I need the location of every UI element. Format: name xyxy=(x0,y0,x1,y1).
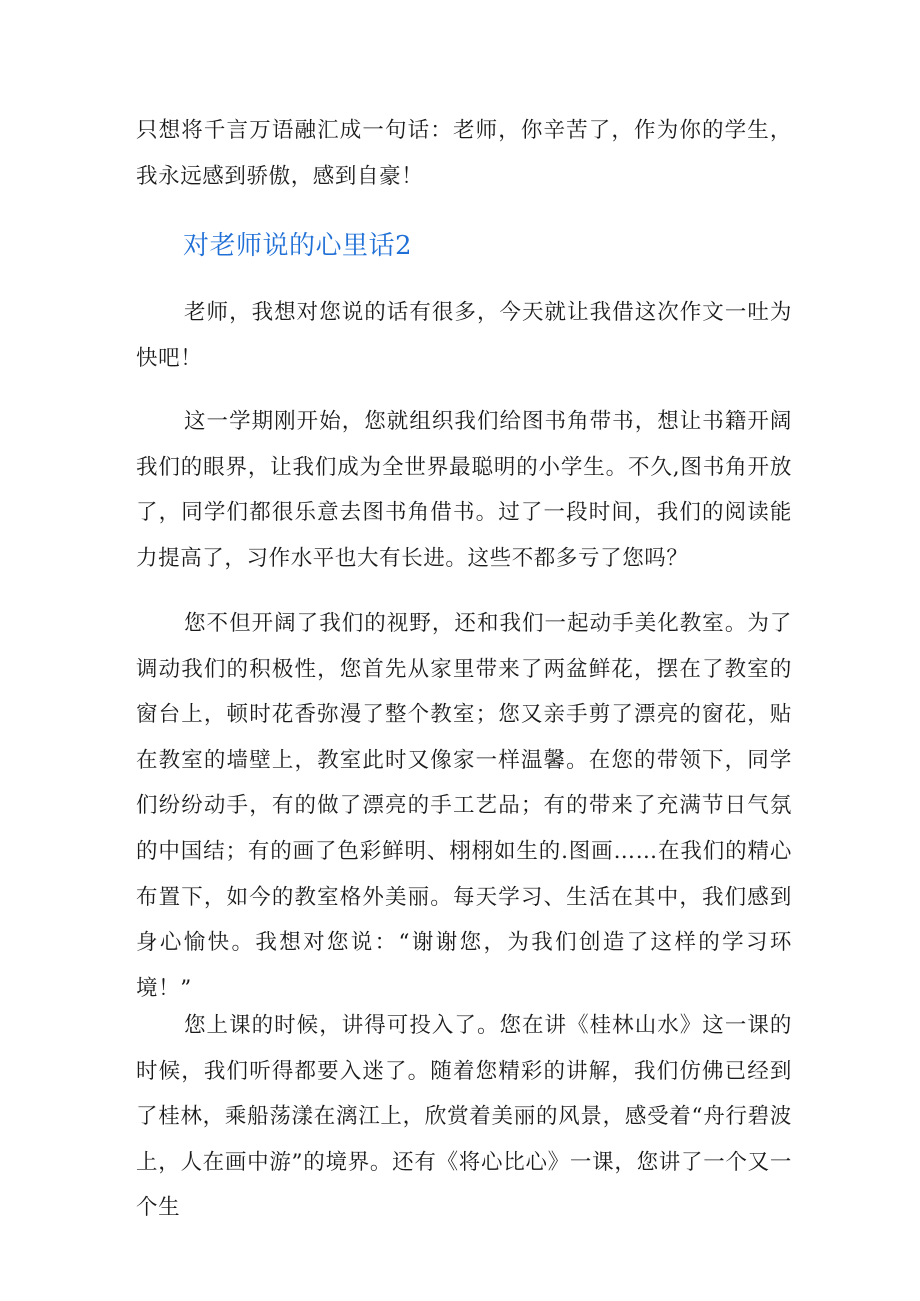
paragraph-3: 您不但开阔了我们的视野，还和我们一起动手美化教室。为了调动我们的积极性，您首先从家里带来了两盆鲜花，摆在了教室的窗台上，顿时花香弥漫了整个教室；您又亲手剪了漂亮的窗花，贴在教室的墙壁上，教室此时又像家一样温馨。在您的带领下，同学们纷纷动手，有的做了漂亮的手工艺品；有的带来了充满节日气氛的中国结；有的画了色彩鲜明、栩栩如生的.图画……在我们的精心布置下，如今的教室格外美丽。每天学习、生活在其中，我们感到身心愉快。我想对您说：“谢谢您，为我们创造了这样的学习环境！” xyxy=(136,611,792,1001)
paragraph-4: 您上课的时候，讲得可投入了。您在讲《桂林山水》这一课的时候，我们听得都要入迷了。随着您精彩的讲解，我们仿佛已经到了桂林，乘船荡漾在漓江上，欣赏着美丽的风景，感受着“舟行碧波上，人在画中游”的境界。还有《将心比心》一课，您讲了一个又一个生 xyxy=(136,1013,792,1221)
paragraph-2: 这一学期刚开始，您就组织我们给图书角带书，想让书籍开阔我们的眼界，让我们成为全世界最聪明的小学生。不久,图书角开放了，同学们都很乐意去图书角借书。过了一段时间，我们的阅读能力提高了，习作水平也大有长进。这些不都多亏了您吗？ xyxy=(136,409,792,571)
intro-paragraph: 只想将千言万语融汇成一句话：老师，你辛苦了，作为你的学生，我永远感到骄傲，感到自豪！ xyxy=(136,118,792,189)
paragraph-1: 老师，我想对您说的话有很多，今天就让我借这次作文一吐为快吧！ xyxy=(136,300,792,371)
section-title: 对老师说的心里话2 xyxy=(183,231,413,261)
